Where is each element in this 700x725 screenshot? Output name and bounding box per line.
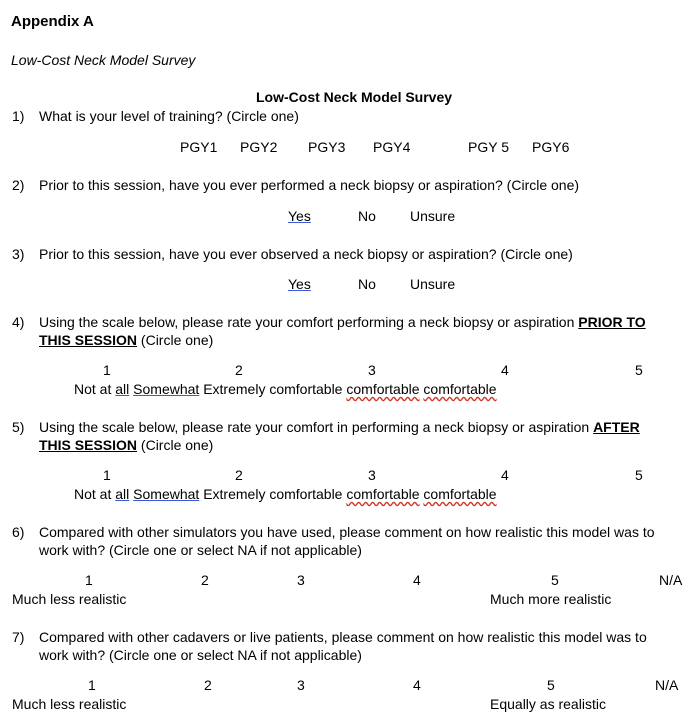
question-number: 5) <box>12 419 25 435</box>
label-comfortable: comfortable <box>423 486 497 502</box>
question-text-line1: Compared with other cadavers or live patients, please comment on how realistic this model was to <box>39 629 647 645</box>
emphasis-this-session: THIS SESSION <box>39 332 138 348</box>
question-text: Using the scale below, please rate your comfort in performing a neck biopsy or aspiration <box>39 419 594 435</box>
scale-value-1[interactable]: 1 <box>103 467 111 483</box>
question-text-line2: work with? (Circle one or select NA if not applicable) <box>39 542 362 558</box>
option-yes[interactable]: Yes <box>288 276 311 292</box>
emphasis-prior-to: PRIOR TO <box>578 314 646 330</box>
label-extremely-comfortable: Extremely comfortable <box>203 381 343 397</box>
question-number: 1) <box>12 108 25 124</box>
scale-value-4[interactable]: 4 <box>413 572 421 588</box>
option-yes[interactable]: Yes <box>288 208 311 224</box>
label-somewhat: Somewhat <box>133 381 200 397</box>
question-text-line2 <box>39 437 213 454</box>
question-text: What is your level of training? (Circle one) <box>39 108 299 124</box>
scale-value-1[interactable]: 1 <box>103 362 111 378</box>
option-pgy6[interactable]: PGY6 <box>532 139 570 155</box>
emphasis-after: AFTER <box>593 419 640 435</box>
emphasis-this-session: THIS SESSION <box>39 437 138 453</box>
scale-value-5[interactable]: 5 <box>635 467 643 483</box>
question-text: Prior to this session, have you ever performed a neck biopsy or aspiration? (Circle one) <box>39 177 580 193</box>
option-pgy5[interactable]: PGY 5 <box>468 139 509 155</box>
scale-value-5[interactable]: 5 <box>547 677 555 693</box>
scale-value-4[interactable]: 4 <box>413 677 421 693</box>
question-number: 3) <box>12 246 25 262</box>
question-text: Prior to this session, have you ever observed a neck biopsy or aspiration? (Circle one) <box>39 246 573 262</box>
question-text-line1 <box>39 314 646 331</box>
option-pgy4[interactable]: PGY4 <box>373 139 411 155</box>
question-text: Using the scale below, please rate your comfort performing a neck biopsy or aspiration <box>39 314 579 330</box>
label-not-at: Not at <box>74 486 112 502</box>
scale-value-4[interactable]: 4 <box>501 467 509 483</box>
question-text-line1 <box>39 419 640 436</box>
scale-value-3[interactable]: 3 <box>368 362 376 378</box>
scale-value-1[interactable]: 1 <box>88 677 96 693</box>
question-text-line1: Compared with other simulators you have used, please comment on how realistic this model was to <box>39 524 655 540</box>
scale-labels <box>74 381 497 398</box>
scale-labels <box>74 486 497 503</box>
scale-value-2[interactable]: 2 <box>201 572 209 588</box>
option-no[interactable]: No <box>358 208 376 224</box>
question-instruction: (Circle one) <box>137 437 214 453</box>
scale-value-4[interactable]: 4 <box>501 362 509 378</box>
scale-value-2[interactable]: 2 <box>204 677 212 693</box>
scale-value-5[interactable]: 5 <box>635 362 643 378</box>
question-number: 7) <box>12 629 25 645</box>
survey-title: Low-Cost Neck Model Survey <box>256 89 453 105</box>
scale-value-3[interactable]: 3 <box>297 572 305 588</box>
label-comfortable: comfortable <box>346 486 420 502</box>
scale-value-3[interactable]: 3 <box>368 467 376 483</box>
question-number: 2) <box>12 177 25 193</box>
question-text-line2: work with? (Circle one or select NA if not applicable) <box>39 647 362 663</box>
scale-low-label: Much less realistic <box>12 591 127 607</box>
scale-high-label: Equally as realistic <box>490 696 606 712</box>
scale-low-label: Much less realistic <box>12 696 127 712</box>
scale-value-5[interactable]: 5 <box>551 572 559 588</box>
label-comfortable: comfortable <box>423 381 497 397</box>
label-all: all <box>115 486 130 502</box>
label-extremely-comfortable: Extremely comfortable <box>203 486 343 502</box>
label-all: all <box>115 381 130 397</box>
option-pgy3[interactable]: PGY3 <box>308 139 346 155</box>
scale-high-label: Much more realistic <box>490 591 612 607</box>
scale-value-na[interactable]: N/A <box>659 572 683 588</box>
document-subtitle: Low-Cost Neck Model Survey <box>11 52 196 68</box>
question-text-line2 <box>39 332 213 349</box>
option-pgy2[interactable]: PGY2 <box>240 139 278 155</box>
label-somewhat: Somewhat <box>133 486 200 502</box>
option-no[interactable]: No <box>358 276 376 292</box>
scale-value-3[interactable]: 3 <box>297 677 305 693</box>
question-instruction: (Circle one) <box>137 332 214 348</box>
scale-value-2[interactable]: 2 <box>235 362 243 378</box>
option-pgy1[interactable]: PGY1 <box>180 139 218 155</box>
label-comfortable: comfortable <box>346 381 420 397</box>
question-number: 6) <box>12 524 25 540</box>
option-unsure[interactable]: Unsure <box>410 276 456 292</box>
scale-value-2[interactable]: 2 <box>235 467 243 483</box>
scale-value-na[interactable]: N/A <box>655 677 679 693</box>
option-unsure[interactable]: Unsure <box>410 208 456 224</box>
question-number: 4) <box>12 314 25 330</box>
appendix-heading: Appendix A <box>11 13 94 30</box>
scale-value-1[interactable]: 1 <box>85 572 93 588</box>
label-not-at: Not at <box>74 381 112 397</box>
